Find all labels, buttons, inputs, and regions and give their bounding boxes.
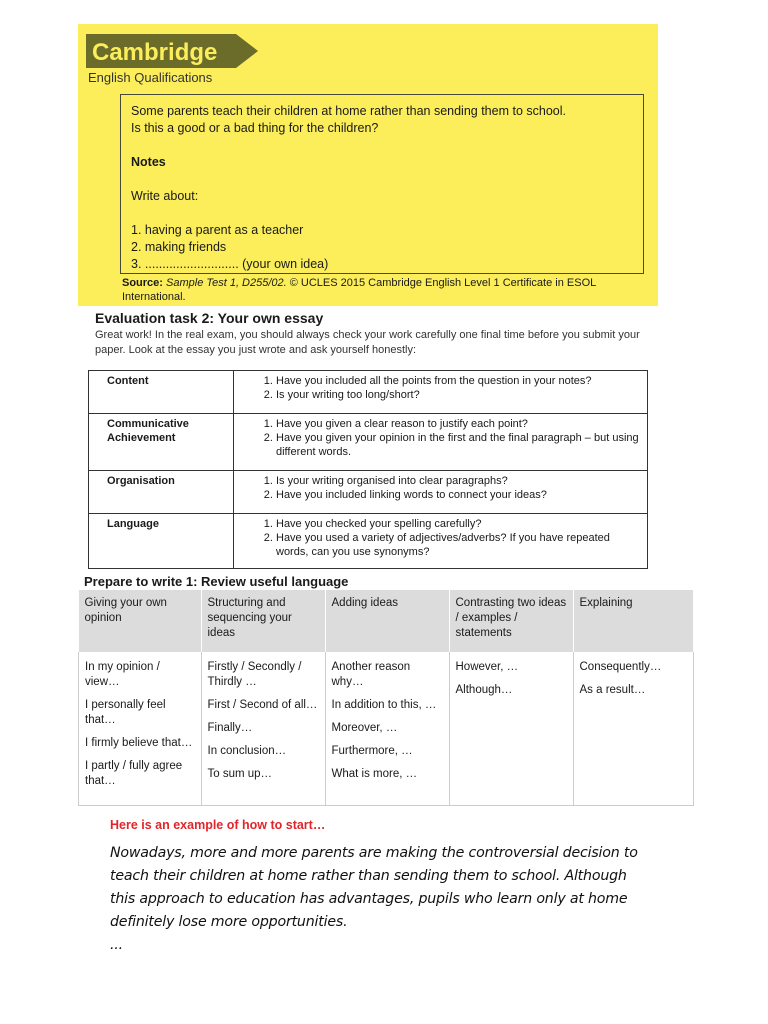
- question-box: [120, 94, 644, 274]
- cambridge-banner: [78, 24, 658, 306]
- question-line: Some parents teach their children at home rather than sending them to school.: [131, 104, 566, 118]
- write-about-label: Write about:: [131, 189, 199, 203]
- evaluation-table: [88, 370, 648, 569]
- phrase-list: Consequently… As a result…: [573, 652, 694, 806]
- question-line: Is this a good or a bad thing for the children?: [131, 121, 379, 135]
- phrase-list: Firstly / Secondly / Thirdly … First / Second of all… Finally… In conclusion… To sum up…: [201, 652, 325, 806]
- logo-subtitle: English Qualifications: [88, 70, 213, 85]
- criterion-label: Content: [89, 371, 234, 414]
- note-point: 1. having a parent as a teacher: [131, 223, 304, 237]
- example-ellipsis: ...: [110, 937, 123, 953]
- table-row: Language 1. Have you checked your spelling carefully? 2. Have you used a variety of adjectives/adverbs? If you have repeated words, can you use synonyms?: [89, 514, 648, 569]
- evaluation-intro: Great work! In the real exam, you should always check your work carefully one final time before you submit your paper. Look at the essay you just wrote and ask yourself honestly:: [95, 329, 640, 356]
- column-header: Contrasting two ideas / examples / statements: [449, 590, 573, 652]
- evaluation-title: Evaluation task 2: Your own essay: [95, 310, 324, 326]
- column-header: Adding ideas: [325, 590, 449, 652]
- column-header: Structuring and sequencing your ideas: [201, 590, 325, 652]
- source-citation: Source: Sample Test 1, D255/02. © UCLES 2015 Cambridge English Level 1 Certificate in ESOL International.: [122, 277, 596, 303]
- note-point: 3. ........................... (your own idea): [131, 257, 329, 271]
- column-header: Giving your own opinion: [79, 590, 202, 652]
- phrase-list: However, … Although…: [449, 652, 573, 806]
- phrase-list: In my opinion / view… I personally feel that… I firmly believe that… I partly / fully agree that…: [79, 652, 202, 806]
- table-row: Organisation 1. Is your writing organised into clear paragraphs? 2. Have you included linking words to connect your ideas?: [89, 471, 648, 514]
- example-paragraph: Nowadays, more and more parents are making the controversial decision to teach their children at home rather than sending them to school. Although this approach to education has advantages, pupils who learn only at home definitely lose more opportunities. ...: [110, 845, 638, 953]
- language-title: Prepare to write 1: Review useful language: [84, 574, 349, 589]
- column-header: Explaining: [573, 590, 694, 652]
- example-heading: Here is an example of how to start…: [110, 818, 326, 832]
- cambridge-logo: [86, 32, 261, 70]
- table-row: Content 1. Have you included all the points from the question in your notes? 2. Is your writing too long/short?: [89, 371, 648, 414]
- phrase-list: Another reason why… In addition to this, … Moreover, … Furthermore, … What is more, …: [325, 652, 449, 806]
- logo-text: Cambridge: [92, 39, 218, 66]
- criterion-label: Organisation: [89, 471, 234, 514]
- useful-language-table: [78, 590, 694, 806]
- criterion-label: Communicative Achievement: [89, 414, 234, 471]
- criterion-label: Language: [89, 514, 234, 569]
- note-point: 2. making friends: [131, 240, 227, 254]
- notes-label: Notes: [131, 155, 166, 169]
- table-row: Communicative Achievement 1. Have you given a clear reason to justify each point? 2. Have you given your opinion in the first and the final paragraph – but using different words.: [89, 414, 648, 471]
